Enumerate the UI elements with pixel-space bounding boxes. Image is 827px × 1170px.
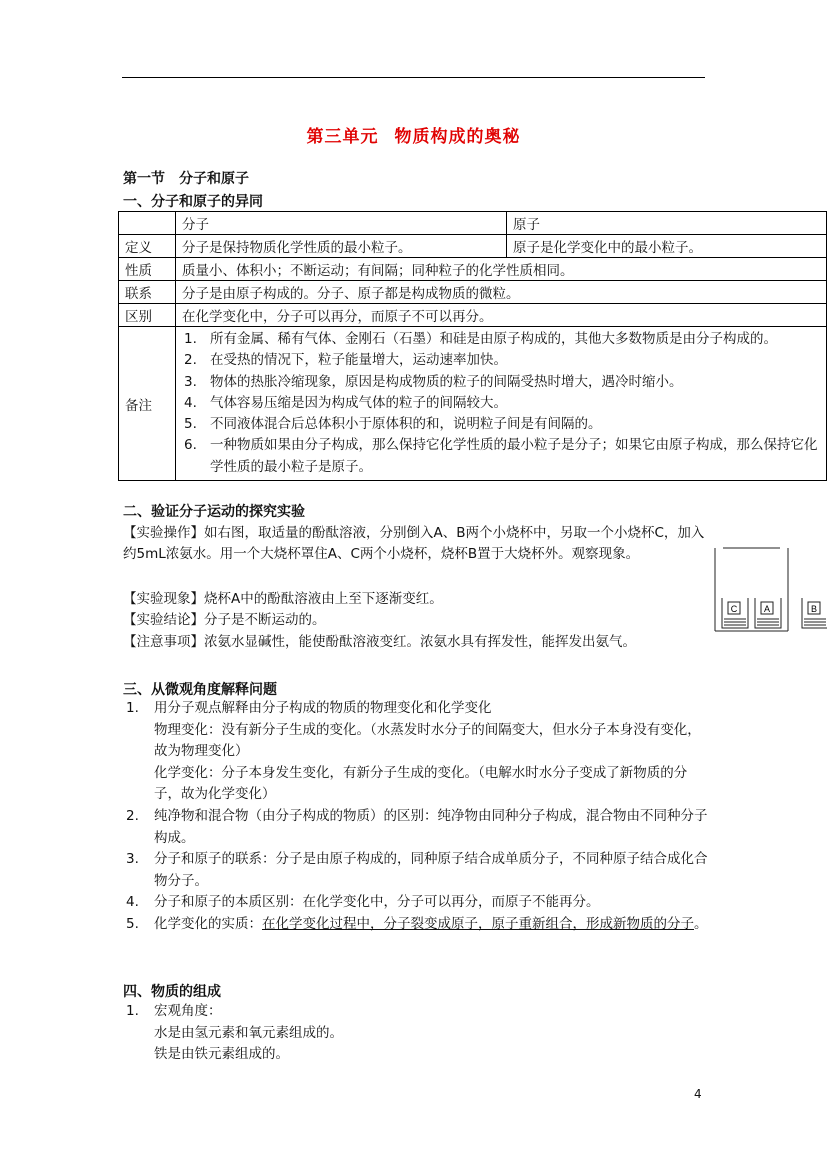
part1-heading: 一、分子和原子的异同: [123, 194, 263, 210]
header-rule: [122, 77, 705, 78]
row-label: 定义: [119, 235, 176, 258]
relation-cell: 分子是由原子构成的。分子、原子都是构成物质的微粒。: [176, 281, 827, 304]
row-label: 联系: [119, 281, 176, 304]
difference-cell: 在化学变化中，分子可以再分，而原子不可以再分。: [176, 304, 827, 327]
list-item: 2. 纯净物和混合物（由分子构成的物质）的区别：纯净物由同种分子构成，混合物由不同种分子构成。: [126, 807, 708, 846]
list-item: 4. 分子和原子的本质区别：在化学变化中，分子可以再分，而原子不能再分。: [126, 894, 600, 911]
list-item: 1. 用分子观点解释由分子构成的物质的物理变化和化学变化 物理变化：没有新分子生成的变化。（水蒸发时水分子的间隔变大，但水分子本身没有变化，故为物理变化） 化学变化：分子本身发生变化，有新分子生成的变化。（电解水时水分子变成了新物质的分子，故为化学变化）: [126, 700, 701, 803]
beaker-experiment-figure: [712, 540, 827, 635]
experiment-conclusion: 【实验结论】分子是不断运动的。: [123, 612, 326, 628]
table-row: [119, 304, 827, 327]
label-b: B: [810, 604, 818, 614]
list-item: 3. 物体的热胀冷缩现象，原因是构成物质的粒子的间隔受热时增大，遇冷时缩小。: [184, 373, 683, 390]
table-row: [119, 258, 827, 281]
list-item: 4. 气体容易压缩是因为构成气体的粒子的间隔较大。: [184, 394, 507, 411]
list-item: 5. 不同液体混合后总体积小于原体积的和，说明粒子间是有间隔的。: [184, 416, 602, 433]
page-number: 4: [694, 1087, 702, 1101]
row-label: 区别: [119, 304, 176, 327]
header-molecule: 分子: [176, 212, 507, 235]
unit-label: 第三单元: [306, 127, 379, 147]
label-a: A: [763, 604, 771, 614]
underlined-key-point: 在化学变化过程中，分子裂变成原子，原子重新组合，形成新物质的分子: [262, 915, 694, 932]
header-atom: 原子: [507, 212, 827, 235]
part4-heading: 四、物质的组成: [123, 984, 221, 1000]
list-item: 2. 在受热的情况下，粒子能量增大，运动速率加快。: [184, 352, 507, 369]
row-label: 性质: [119, 258, 176, 281]
list-item: 1. 宏观角度： 水是由氢元素和氧元素组成的。 铁是由铁元素组成的。: [126, 1003, 343, 1063]
experiment-operation: 【实验操作】如右图，取适量的酚酞溶液，分别倒入A、B两个小烧杯中，另取一个小烧杯C，加入约5mL浓氨水。用一个大烧杯罩住A、C两个小烧杯，烧杯B置于大烧杯外。观察现象。: [123, 525, 705, 562]
table-row: [119, 281, 827, 304]
comparison-table: [118, 211, 827, 481]
experiment-notice: 【注意事项】浓氨水显碱性，能使酚酞溶液变红。浓氨水具有挥发性，能挥发出氨气。: [123, 634, 636, 650]
part2-heading: 二、验证分子运动的探究实验: [123, 504, 305, 520]
row-label: 备注: [119, 327, 176, 481]
label-c: C: [730, 604, 738, 614]
part3-heading: 三、从微观角度解释问题: [123, 682, 277, 698]
atom-definition: 原子是化学变化中的最小粒子。: [507, 235, 827, 258]
properties-cell: 质量小、体积小；不断运动；有间隔；同种粒子的化学性质相同。: [176, 258, 827, 281]
experiment-phenomenon: 【实验现象】烧杯A中的酚酞溶液由上至下逐渐变红。: [123, 591, 443, 607]
list-item: 1. 所有金属、稀有气体、金刚石（石墨）和硅是由原子构成的，其他大多数物质是由分子构成的。: [184, 331, 777, 347]
list-item: 3. 分子和原子的联系：分子是由原子构成的，同种原子结合成单质分子，不同种原子结合成化合物分子。: [126, 851, 708, 889]
table-header-row: [119, 212, 827, 235]
notes-cell: [176, 327, 827, 481]
section-heading: 第一节 分子和原子: [123, 171, 249, 187]
unit-name: 物质构成的奥秘: [394, 127, 521, 147]
notes-list: [182, 329, 820, 478]
list-item: 6. 一种物质如果由分子构成，那么保持它化学性质的最小粒子是分子；如果它由原子构成，那么保持它化学性质的最小粒子是原子。: [184, 437, 818, 475]
part4-list: [123, 1001, 708, 1066]
table-row: [119, 235, 827, 258]
page-title: [0, 122, 827, 147]
table-row-notes: [119, 327, 827, 481]
molecule-definition: 分子是保持物质化学性质的最小粒子。: [176, 235, 507, 258]
list-item: 5. 化学变化的实质：在化学变化过程中，分子裂变成原子，原子重新组合，形成新物质的分子。: [126, 915, 708, 932]
part3-list: [123, 698, 708, 936]
